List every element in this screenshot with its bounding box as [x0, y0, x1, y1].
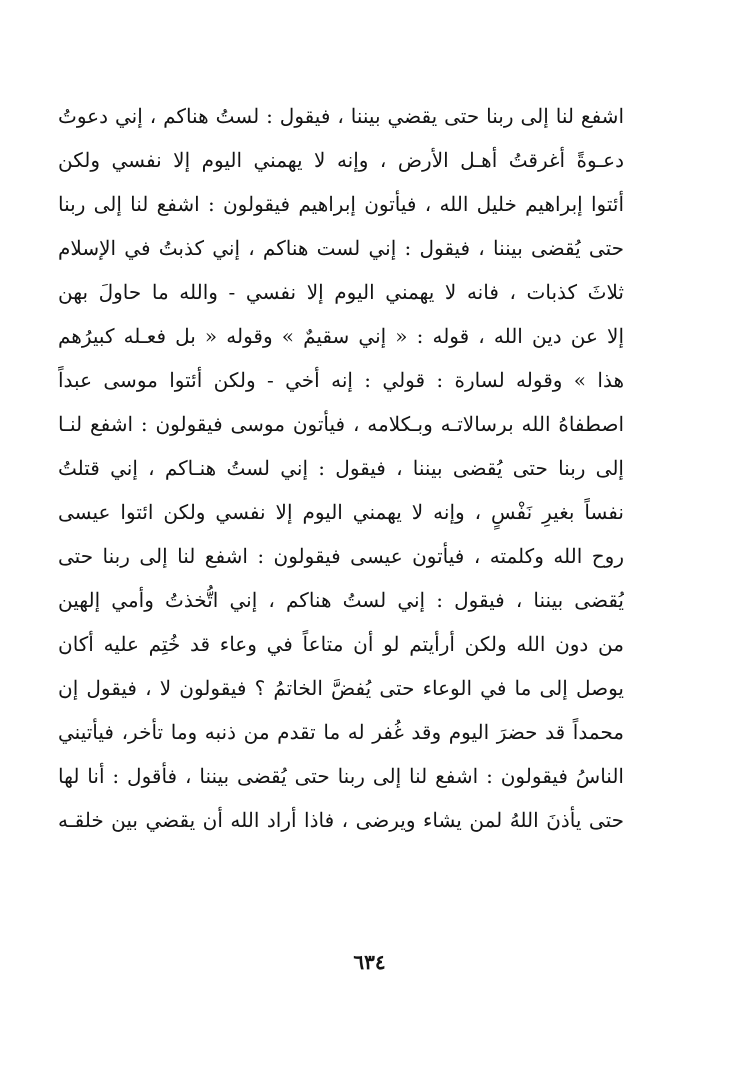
text-line: حتى يأذنَ اللهُ لمن يشاء ويرضى ، فاذا أراد الله أن يقضي بين خلقـه — [58, 808, 624, 832]
text-line: حتى يُقضى بيننا ، فيقول : إني لست هناكم ، إني كذبتُ في الإسلام — [58, 236, 624, 260]
body-text — [58, 94, 624, 842]
text-line: الناسُ فيقولون : اشفع لنا إلى ربنا حتى يُقضى بيننا ، فأقول : أنا لها — [58, 764, 624, 788]
text-line: إلا عن دين الله ، قوله : « إني سقيمٌ » وقوله « بل فعـله كبيرُهم — [58, 324, 624, 348]
text-line: يُقضى بيننا ، فيقول : إني لستُ هناكم ، إني اتُّخذتُ وأمي إلهين — [58, 588, 624, 612]
page-number: ٦٣٤ — [353, 950, 386, 974]
text-line: محمداً قد حضرَ اليوم وقد غُفر له ما تقدم من ذنبه وما تأخر، فيأتيني — [58, 720, 624, 744]
text-line: نفساً بغيرِ نَفْسٍ ، وإنه لا يهمني اليوم إلا نفسي ولكن ائتوا عيسى — [58, 500, 624, 524]
text-line: اصطفاهُ الله برسالاتـه وبـكلامه ، فيأتون موسى فيقولون : اشفع لنـا — [58, 412, 624, 436]
text-line: من دون الله ولكن أرأيتم لو أن متاعاً في وعاء قد خُتِم عليه أكان — [58, 632, 624, 656]
text-line: يوصل إلى ما في الوعاء حتى يُفضَّ الخاتمُ ؟ فيقولون لا ، فيقول إن — [58, 676, 624, 700]
text-line: إلى ربنا حتى يُقضى بيننا ، فيقول : إني لستُ هنـاكم ، إني قتلتُ — [58, 456, 624, 480]
text-line: دعـوةً أغرقتُ أهـل الأرض ، وإنه لا يهمني اليوم إلا نفسي ولكن — [58, 148, 624, 172]
text-line: هذا » وقوله لسارة : قولي : إنه أخي - ولكن أئتوا موسى عبداً — [58, 368, 624, 392]
text-line: أئتوا إبراهيم خليل الله ، فيأتون إبراهيم فيقولون : اشفع لنا إلى ربنا — [58, 192, 624, 216]
text-line: روح الله وكلمته ، فيأتون عيسى فيقولون : اشفع لنا إلى ربنا حتى — [58, 544, 624, 568]
text-line: ثلاثَ كذبات ، فانه لا يهمني اليوم إلا نفسي - والله ما حاولَ بهن — [58, 280, 624, 304]
text-line: اشفع لنا إلى ربنا حتى يقضي بيننا ، فيقول : لستُ هناكم ، إني دعوتُ — [58, 104, 624, 128]
